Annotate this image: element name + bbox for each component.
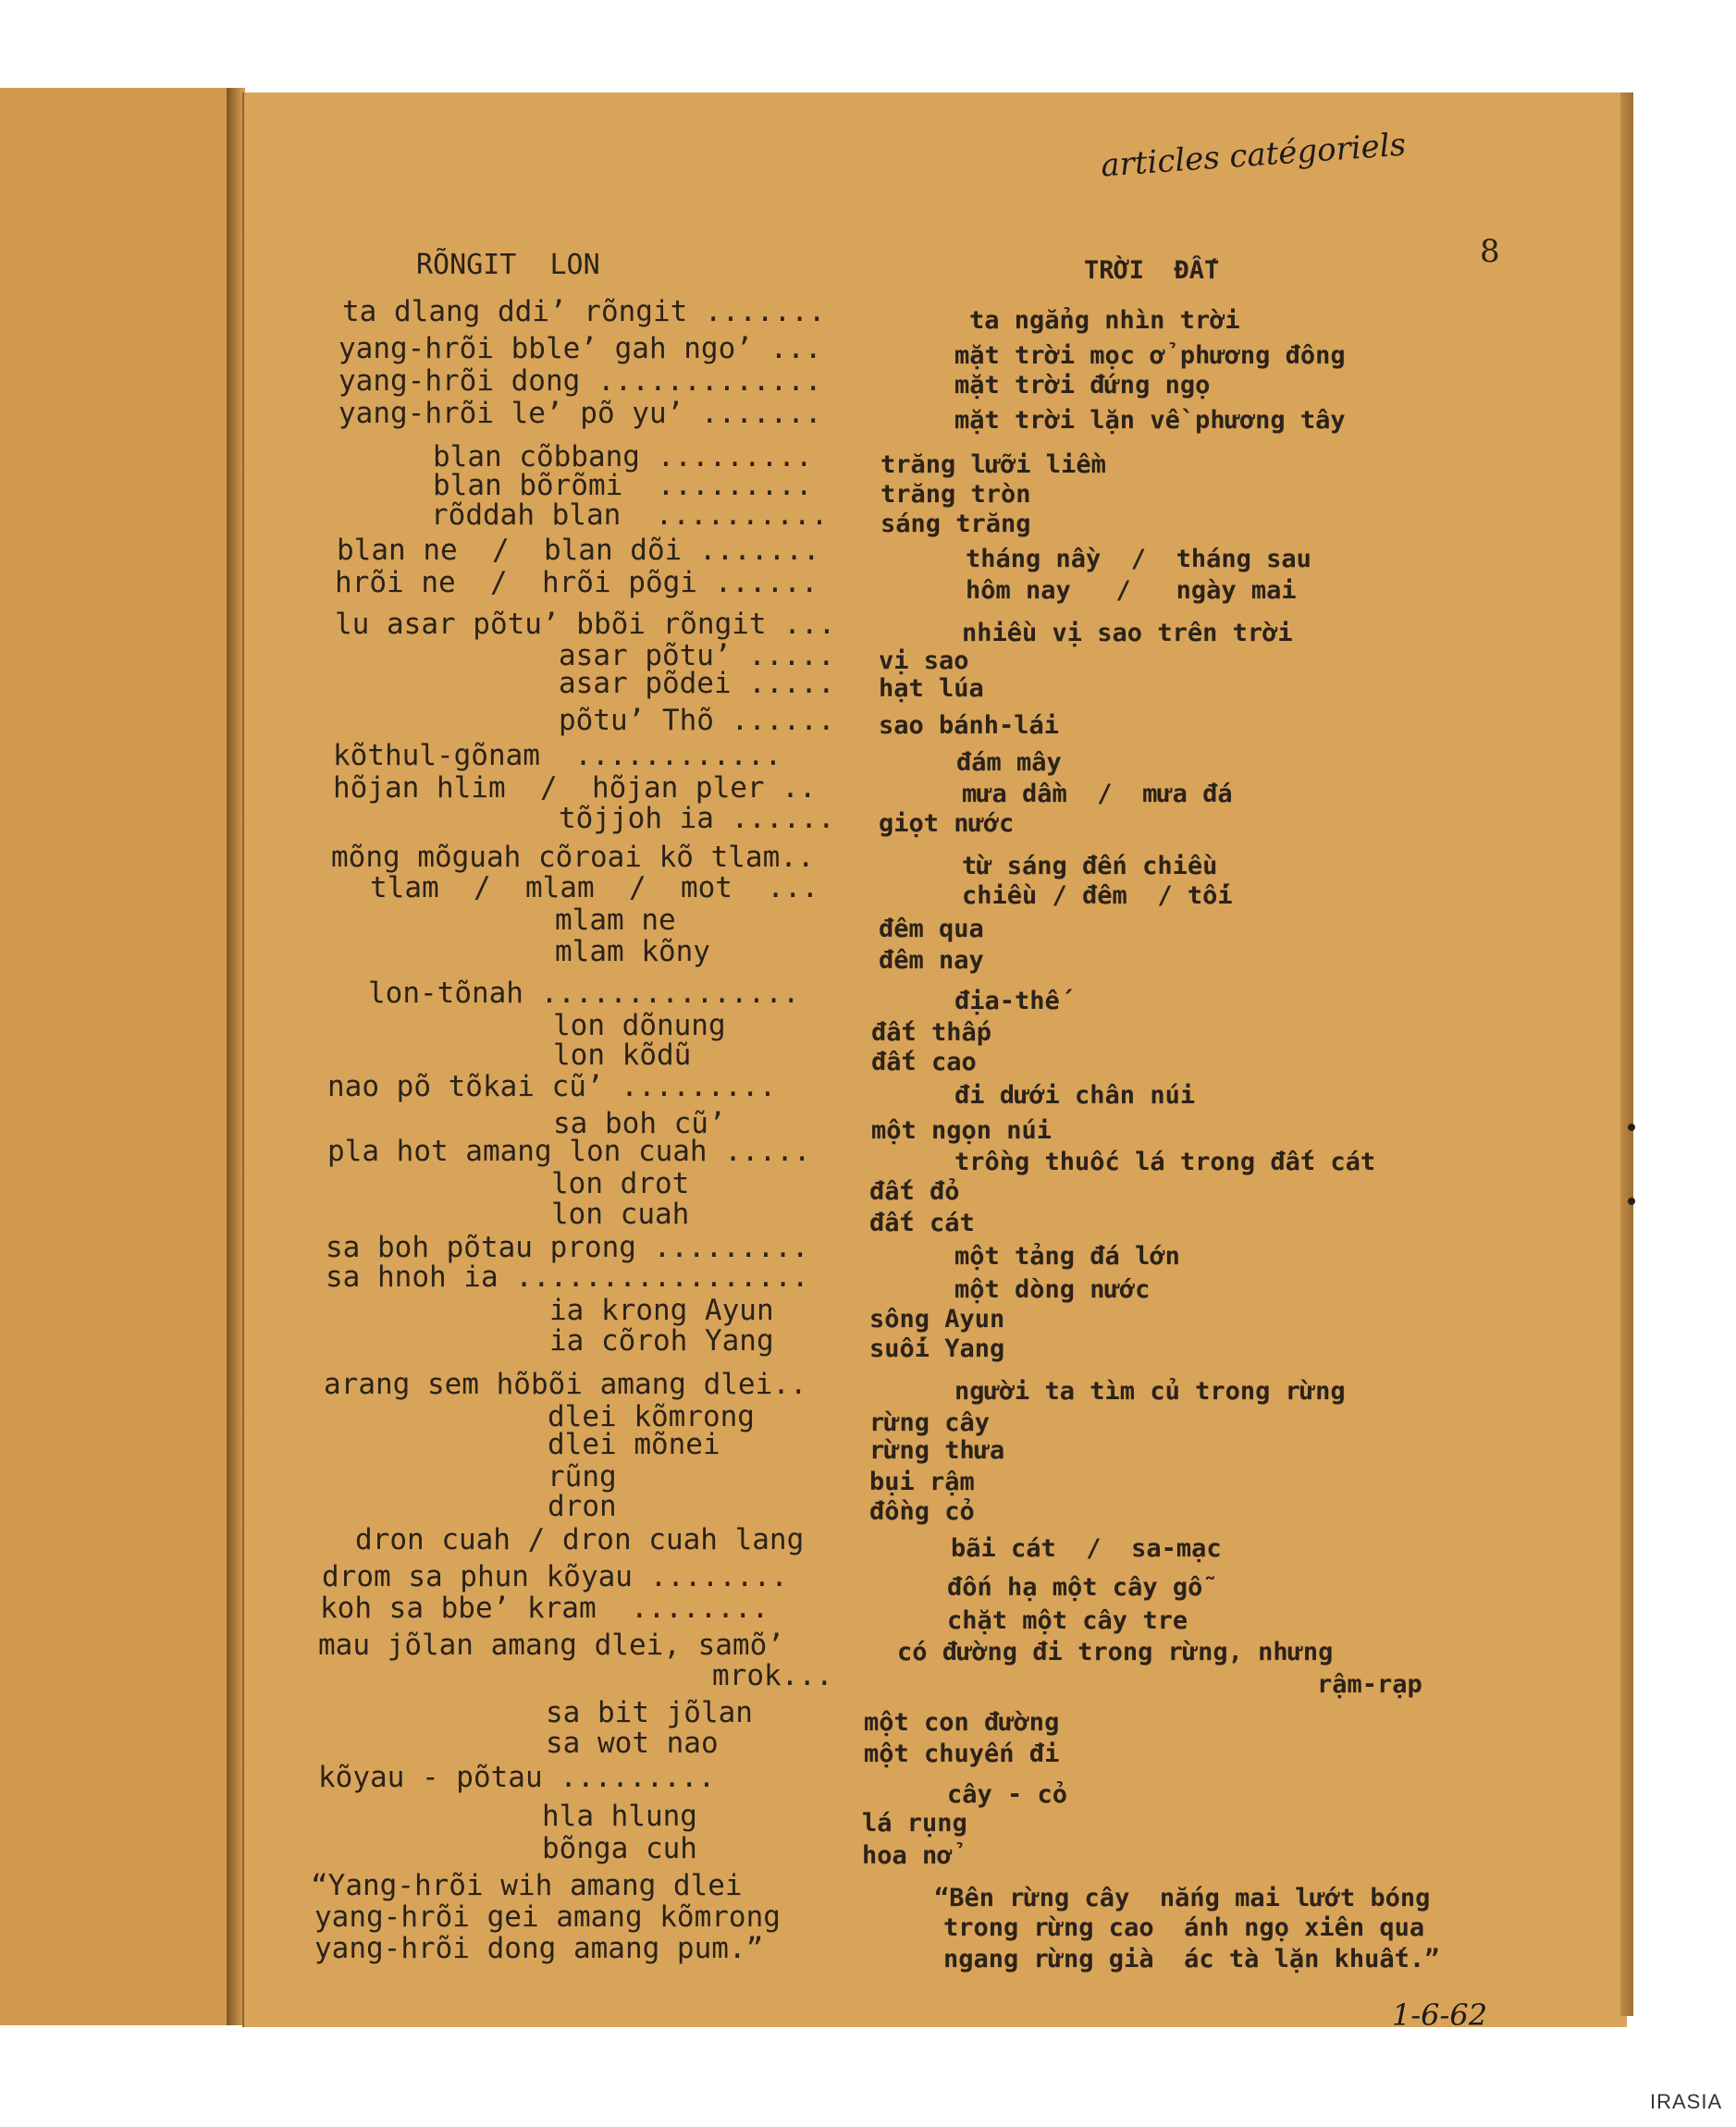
entry-vietnamese-34: rừng cây bbox=[869, 1408, 991, 1437]
entry-jarai-24: nao põ tõkai cũ’ ......... bbox=[327, 1070, 777, 1103]
entry-vietnamese-28: đất cát bbox=[869, 1209, 975, 1237]
entry-jarai-19: mlam ne bbox=[555, 904, 676, 937]
entry-jarai-20: mlam kõny bbox=[555, 935, 710, 968]
entry-vietnamese-6: trăng tròn bbox=[880, 480, 1031, 509]
entry-vietnamese-42: rậm-rạp bbox=[1317, 1670, 1422, 1699]
entry-vietnamese-44: một chuyến đi bbox=[864, 1740, 1060, 1768]
handwritten-date: 1-6-62 bbox=[1392, 1998, 1488, 2033]
entry-jarai-26: pla hot amang lon cuah ..... bbox=[327, 1135, 811, 1168]
entry-vietnamese-30: một dòng nước bbox=[954, 1275, 1151, 1304]
entry-vietnamese-37: đồng cỏ bbox=[869, 1497, 975, 1526]
entry-jarai-9: hrõi ne / hrõi põgi ...... bbox=[335, 566, 819, 599]
entry-vietnamese-14: đám mây bbox=[956, 748, 1062, 777]
header-left: RÕNGIT LON bbox=[416, 249, 600, 281]
entry-jarai-39: drom sa phun kõyau ........ bbox=[322, 1560, 788, 1593]
entry-vietnamese-3: mặt trời đứng ngọ bbox=[954, 371, 1211, 400]
page-stack-edge bbox=[1620, 92, 1633, 2016]
entry-vietnamese-24: đi dưới chân núi bbox=[954, 1081, 1196, 1110]
entry-vietnamese-31: sông Ayun bbox=[869, 1305, 1005, 1334]
entry-vietnamese-33: người ta tìm củ trong rừng bbox=[954, 1377, 1346, 1406]
entry-jarai-11: asar põtu’ ..... bbox=[559, 639, 835, 672]
entry-jarai-23: lon kõdũ bbox=[553, 1039, 692, 1072]
entry-vietnamese-7: sáng trăng bbox=[880, 510, 1031, 538]
entry-vietnamese-19: đêm qua bbox=[879, 915, 984, 943]
brand-label: IRASIA bbox=[1650, 2090, 1723, 2113]
entry-jarai-17: mõng mõguah cõroai kõ tlam.. bbox=[331, 841, 815, 874]
entry-vietnamese-13: sao bánh-lái bbox=[879, 711, 1060, 740]
entry-jarai-25: sa boh cũ’ bbox=[553, 1107, 726, 1140]
entry-vietnamese-22: đất thấp bbox=[871, 1018, 992, 1047]
entry-vietnamese-16: giọt nước bbox=[879, 809, 1015, 838]
entry-jarai-45: kõyau - põtau ......... bbox=[318, 1761, 716, 1794]
entry-vietnamese-8: tháng nầy / tháng sau bbox=[966, 545, 1311, 573]
entry-jarai-37: dron bbox=[548, 1490, 617, 1523]
entry-jarai-42: mrok... bbox=[712, 1659, 833, 1692]
entry-jarai-13: põtu’ Thõ ...... bbox=[559, 704, 835, 737]
entry-vietnamese-29: một tảng đá lớn bbox=[954, 1242, 1180, 1271]
entry-jarai-5: blan cõbbang ......... bbox=[433, 440, 813, 473]
entry-vietnamese-39: đốn hạ một cây gỗ bbox=[947, 1573, 1203, 1602]
entry-vietnamese-15: mưa dầm / mưa đá bbox=[962, 780, 1233, 808]
entry-jarai-32: ia cõroh Yang bbox=[549, 1324, 774, 1358]
entry-vietnamese-2: mặt trời mọc ở phương đông bbox=[954, 341, 1346, 370]
entry-jarai-18: tlam / mlam / mot ... bbox=[370, 871, 819, 904]
entry-jarai-29: sa boh põtau prong ......... bbox=[326, 1231, 809, 1264]
entry-jarai-1: ta dlang ddi’ rõngit ....... bbox=[342, 295, 826, 328]
entry-vietnamese-40: chặt một cây tre bbox=[947, 1606, 1188, 1635]
entry-jarai-8: blan ne / blan dõi ....... bbox=[337, 534, 820, 567]
entry-vietnamese-45: cây - cỏ bbox=[947, 1780, 1068, 1809]
entry-jarai-4: yang-hrõi le’ põ yu’ ....... bbox=[339, 397, 822, 430]
page-number: 8 bbox=[1480, 233, 1500, 270]
handwritten-annotation-top: articles catégoriels bbox=[1100, 126, 1408, 185]
entry-vietnamese-38: bãi cát / sa-mạc bbox=[951, 1534, 1222, 1563]
entry-vietnamese-4: mặt trời lặn về phương tây bbox=[954, 406, 1346, 435]
entry-jarai-31: ia krong Ayun bbox=[549, 1294, 774, 1327]
punch-mark bbox=[1628, 1198, 1635, 1205]
entry-jarai-2: yang-hrõi bble’ gah ngo’ ... bbox=[339, 332, 822, 365]
entry-vietnamese-47: hoa nở bbox=[862, 1841, 953, 1870]
entry-jarai-21: lon-tõnah ............... bbox=[368, 977, 800, 1010]
entry-jarai-16: tõjjoh ia ...... bbox=[559, 802, 835, 835]
poem-right-line-3: ngang rừng già ác tà lặn khuất.” bbox=[943, 1945, 1440, 1973]
entry-jarai-43: sa bit jõlan bbox=[546, 1696, 753, 1729]
entry-vietnamese-26: trồng thuốc lá trong đất cát bbox=[954, 1148, 1376, 1176]
entry-jarai-46: hla hlung bbox=[542, 1800, 697, 1833]
entry-jarai-30: sa hnoh ia ................. bbox=[326, 1260, 809, 1294]
entry-jarai-12: asar põdei ..... bbox=[559, 667, 835, 700]
entry-vietnamese-36: bụi rậm bbox=[869, 1468, 975, 1496]
entry-vietnamese-9: hôm nay / ngày mai bbox=[966, 576, 1297, 605]
entry-vietnamese-43: một con đường bbox=[864, 1708, 1060, 1737]
entry-vietnamese-10: nhiều vị sao trên trời bbox=[962, 619, 1293, 647]
poem-right-line-2: trong rừng cao ánh ngọ xiên qua bbox=[943, 1913, 1425, 1942]
entry-vietnamese-21: địa-thế bbox=[954, 987, 1060, 1015]
entry-vietnamese-20: đêm nay bbox=[879, 946, 984, 975]
entry-jarai-34: dlei kõmrong bbox=[548, 1400, 755, 1433]
entry-vietnamese-5: trăng lưỡi liềm bbox=[880, 450, 1106, 479]
header-right: TRỜI ĐẤT bbox=[1084, 256, 1220, 285]
poem-left-line-1: “Yang-hrõi wih amang dlei bbox=[311, 1869, 743, 1902]
entry-jarai-28: lon cuah bbox=[551, 1198, 690, 1231]
entry-jarai-44: sa wot nao bbox=[546, 1727, 719, 1760]
entry-vietnamese-17: từ sáng đến chiều bbox=[962, 852, 1218, 880]
entry-vietnamese-46: lá rụng bbox=[862, 1809, 967, 1838]
entry-jarai-47: bõnga cuh bbox=[542, 1832, 697, 1865]
left-page-edge bbox=[0, 88, 228, 2025]
entry-jarai-36: rũng bbox=[548, 1460, 617, 1494]
entry-vietnamese-23: đất cao bbox=[871, 1048, 977, 1076]
entry-vietnamese-41: có đường đi trong rừng, nhưng bbox=[897, 1638, 1334, 1666]
entry-jarai-10: lu asar põtu’ bbõi rõngit ... bbox=[335, 608, 836, 641]
entry-vietnamese-35: rừng thưa bbox=[869, 1436, 1005, 1465]
entry-vietnamese-32: suối Yang bbox=[869, 1334, 1005, 1363]
entry-vietnamese-18: chiều / đêm / tối bbox=[962, 881, 1233, 910]
poem-right-line-1: “Bên rừng cây nắng mai lướt bóng bbox=[934, 1884, 1431, 1912]
entry-jarai-7: rõddah blan .......... bbox=[431, 498, 829, 532]
entry-jarai-41: mau jõlan amang dlei, samõ’ bbox=[318, 1629, 784, 1662]
poem-left-line-2: yang-hrõi gei amang kõmrong bbox=[314, 1900, 781, 1934]
entry-jarai-38: dron cuah / dron cuah lang bbox=[355, 1523, 805, 1556]
entry-vietnamese-1: ta ngẳng nhìn trời bbox=[969, 306, 1240, 335]
entry-vietnamese-27: đất đỏ bbox=[869, 1177, 960, 1206]
entry-jarai-27: lon drot bbox=[551, 1167, 690, 1200]
entry-vietnamese-11: vị sao bbox=[879, 646, 969, 675]
entry-jarai-40: koh sa bbe’ kram ........ bbox=[320, 1592, 770, 1625]
entry-jarai-3: yang-hrõi dong ............. bbox=[339, 364, 822, 398]
entry-jarai-22: lon dõnung bbox=[553, 1009, 726, 1042]
entry-vietnamese-12: hạt lúa bbox=[879, 674, 984, 703]
entry-jarai-15: hõjan hlim / hõjan pler .. bbox=[333, 771, 817, 805]
entry-jarai-33: arang sem hõbõi amang dlei.. bbox=[324, 1368, 807, 1401]
entry-jarai-14: kõthul-gõnam ............ bbox=[333, 739, 782, 772]
punch-mark bbox=[1628, 1124, 1635, 1131]
entry-jarai-35: dlei mõnei bbox=[548, 1428, 720, 1461]
entry-vietnamese-25: một ngọn núi bbox=[871, 1116, 1053, 1145]
poem-left-line-3: yang-hrõi dong amang pum.” bbox=[314, 1932, 764, 1965]
entry-jarai-6: blan bõrõmi ......... bbox=[433, 469, 813, 502]
